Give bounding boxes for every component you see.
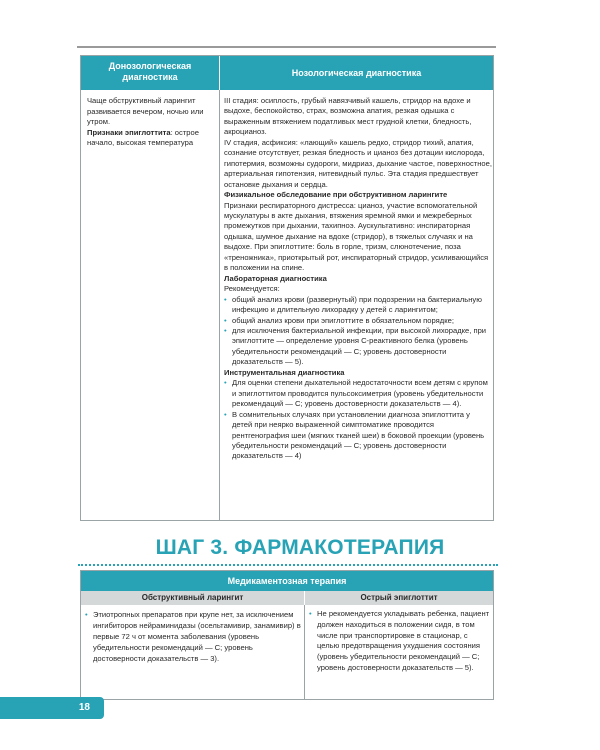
lab-intro: Рекомендуется: — [224, 284, 280, 294]
step-heading: ШАГ 3. ФАРМАКОТЕРАПИЯ — [155, 536, 445, 559]
instrumental-item: • В сомнительных случаях при установлении диагноза эпиглоттита у детей при неярко выраженной симптоматике проводится рентгенография шеи (мягких тканей шеи) в боковой проекции (уровень убедительности рекомендаций — С; уровень достоверности доказательств — 4) — [224, 410, 492, 462]
top-rule — [77, 46, 496, 48]
diagnostics-table — [80, 55, 494, 521]
header-prenosological: Донозологическая диагностика — [81, 56, 219, 90]
header-nosological: Нозологическая диагностика — [219, 56, 493, 90]
prenosological-cell — [87, 96, 215, 149]
column-divider — [304, 605, 305, 699]
epiglottitis-therapy-cell — [309, 609, 491, 674]
instrumental-diagnostics-title: Инструментальная диагностика — [224, 367, 345, 377]
drug-therapy-table — [80, 570, 494, 700]
column-header-laryngitis: Обструктивный ларингит — [81, 591, 304, 605]
lab-item: • для исключения бактериальной инфекции, при высокой лихорадке, при эпиглоттите — определение уровня С-реактивного белка (уровень убедительности рекомендаций — С; уровень достоверности доказательств — 5). — [224, 326, 492, 368]
lab-item: • общий анализ крови при эпиглоттите в обязательном порядке; — [224, 316, 492, 326]
laryngitis-therapy-cell — [85, 609, 301, 664]
epiglottitis-label: Признаки эпиглоттита — [87, 127, 171, 137]
column-divider — [219, 90, 220, 520]
dotted-divider — [78, 564, 498, 566]
stage3-text: III стадия: осиплость, грубый навязчивый кашель, стридор на вдохе и выдохе, беспокойство, страх, возможна апатия, резкая одышка с выраженным втяжением податливых мест грудной клетки, бледность, акроцианоз. — [224, 96, 472, 137]
therapy-item: • Этиотропных препаратов при крупе нет, за исключением ингибиторов нейраминидазы (осельтамивир, занамивир) в первые 72 ч от момента заболевания (уровень убедительности рекомендаций — С; уровень достоверности доказательств — 3). — [85, 609, 301, 664]
laryngitis-onset-text: Чаще обструктивный ларингит развивается вечером, ночью или утром. — [87, 96, 204, 126]
column-header-epiglottitis: Острый эпиглоттит — [305, 591, 493, 605]
physical-exam-title: Физикальное обследование при обструктивном ларингите — [224, 190, 448, 200]
instrumental-item: • Для оценки степени дыхательной недостаточности всем детям с крупом и эпиглоттитом проводится пульсоксиметрия (уровень убедительности рекомендаций — С; уровень достоверности доказательств — 4). — [224, 378, 492, 409]
lab-diagnostics-title: Лабораторная диагностика — [224, 273, 327, 283]
therapy-item: • Не рекомендуется укладывать ребенка, пациент должен находиться в положении сидя, в том числе при транспортировке в стационар, с целью предотвращения ухудшения состояния (уровень убедительности рекомендаций — С; уровень достоверности доказательств — 5). — [309, 609, 491, 674]
page-number: 18 — [0, 697, 104, 719]
lab-item: • общий анализ крови (развернутый) при подозрении на бактериальную инфекцию и длительную лихорадку у детей с ларингитом; — [224, 295, 492, 316]
epiglottitis-signs — [87, 128, 215, 149]
epiglottitis-text: : острое начало, высокая температура — [87, 127, 199, 147]
drug-therapy-header: Медикаментозная терапия — [81, 571, 493, 591]
physical-exam-text: Признаки респираторного дистресса: цианоз, участие вспомогательной мускулатуры в акте дыхания, втяжения яремной ямки и межреберных промежутков при дыхании, тахипноэ. Аускультативно: инспираторная одышка, шумное дыхание на вдохе (стридор), в тяжелых случаях и на выдохе. При эпиглоттите: боль в горле, тризм, слюнотечение, поза «треножника», приоткрытый рот, инспираторный стридор, усиливающийся в положении на спине. — [224, 200, 489, 273]
stage4-text: IV стадия, асфиксия: «лающий» кашель редко, стридор тихий, апатия, сознание отсутствует, резкая бледность и цианоз без дотации кислорода, гипотермия, возможны судороги, мидриаз, дыхание частое, поверхностное, артериальная гипотензия, нитевидный пульс. Эта стадия предшествует остановке дыхания и сердца. — [224, 137, 492, 189]
nosological-cell — [224, 96, 492, 462]
